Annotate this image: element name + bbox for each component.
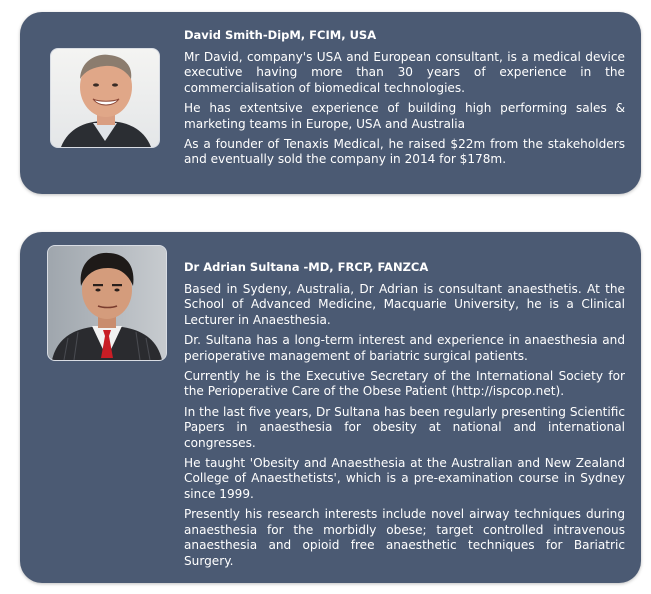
profile-paragraph: He has extentsive experience of building high performing sales & marketing teams in Europe, USA and Australia — [184, 101, 625, 131]
portrait-photo-man-red-tie-icon — [48, 246, 166, 360]
profile-paragraph: Presently his research interests include novel airway techniques during anaesthesia for the morbidly obese; target controlled intravenous anaesthesia and opioid free anaesthetic techniques for Bariatric Surgery. — [184, 507, 625, 568]
profile-name: Dr Adrian Sultana -MD, FRCP, FANZCA — [184, 260, 429, 274]
profile-text — [184, 260, 625, 574]
profile-paragraph: He taught 'Obesity and Anaesthesia at the Australian and New Zealand College of Anaesthetists', which is a pre-examination course in Sydney since 1999. — [184, 456, 625, 501]
profile-card-adrian-sultana — [20, 232, 641, 583]
profile-name: David Smith-DipM, FCIM, USA — [184, 28, 377, 42]
profile-paragraph: Based in Sydeny, Australia, Dr Adrian is consultant anaesthetis. At the School of Advanced Medicine, Macquarie University, he is a Clinical Lecturer in Anaesthesia. — [184, 282, 625, 327]
profile-paragraph: As a founder of Tenaxis Medical, he raised $22m from the stakeholders and eventually sold the company in 2014 for $178m. — [184, 137, 625, 167]
profile-paragraph: Mr David, company's USA and European consultant, is a medical device executive having more than 30 years of experience in the commercialisation of biomedical technologies. — [184, 50, 625, 95]
profile-paragraph: In the last five years, Dr Sultana has been regularly presenting Scientific Papers in anaesthesia for obesity at national and international congresses. — [184, 404, 625, 450]
profile-paragraph: Currently he is the Executive Secretary of the International Society for the Perioperative Care of the Obese Patient (http://ispcop.net). — [184, 369, 625, 399]
profile-card-david-smith — [20, 12, 641, 194]
profile-text — [184, 28, 625, 173]
profile-photo — [47, 245, 167, 361]
profile-photo — [50, 48, 160, 148]
portrait-photo-smiling-man-icon — [51, 49, 159, 147]
profile-paragraph: Dr. Sultana has a long-term interest and experience in anaesthesia and perioperative management of bariatric surgical patients. — [184, 333, 625, 363]
